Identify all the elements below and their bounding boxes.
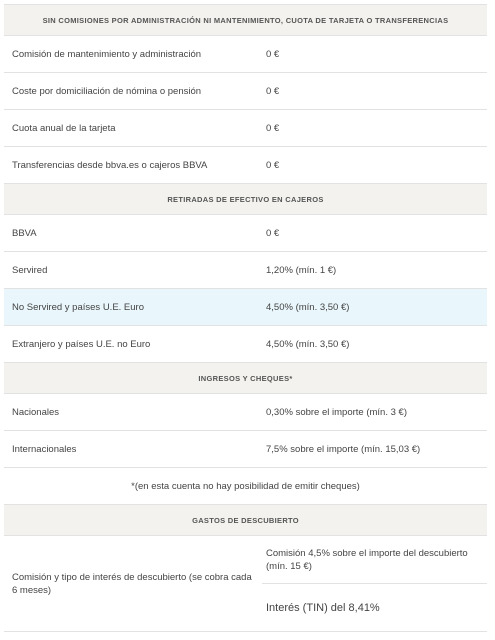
- row-label: No Servired y países U.E. Euro: [12, 301, 144, 313]
- row-label: Cuota anual de la tarjeta: [12, 122, 116, 134]
- row-value: 0 €: [266, 48, 280, 60]
- section-header-overdraft: GASTOS DE DESCUBIERTO: [4, 505, 487, 536]
- overdraft-row: [4, 536, 487, 632]
- table-row: [4, 326, 487, 363]
- table-row: [4, 394, 487, 431]
- section-header-commissions: SIN COMISIONES POR ADMINISTRACIÓN NI MANTENIMIENTO, CUOTA DE TARJETA O TRANSFERENCIAS: [4, 5, 487, 36]
- row-label: Coste por domiciliación de nómina o pensión: [12, 85, 202, 97]
- row-label: Servired: [12, 264, 48, 276]
- fees-table: [4, 4, 487, 632]
- table-row: [4, 215, 487, 252]
- overdraft-label: Comisión y tipo de interés de descubierto (se cobra cada 6 meses): [12, 571, 252, 596]
- overdraft-interest: Interés (TIN) del 8,41%: [266, 601, 380, 614]
- table-row-hovered: [4, 289, 487, 326]
- row-value: 0 €: [266, 85, 280, 97]
- row-label: Nacionales: [12, 406, 59, 418]
- overdraft-commission: Comisión 4,5% sobre el importe del descubierto (mín. 15 €): [262, 536, 487, 584]
- row-value: 0,30% sobre el importe (mín. 3 €): [266, 406, 407, 418]
- row-value: 4,50% (mín. 3,50 €): [266, 338, 350, 350]
- overdraft-values: [262, 536, 487, 631]
- row-label: Extranjero y países U.E. no Euro: [12, 338, 151, 350]
- row-value: 7,5% sobre el importe (mín. 15,03 €): [266, 443, 421, 455]
- section-header-deposits: INGRESOS Y CHEQUES*: [4, 363, 487, 394]
- row-label: BBVA: [12, 227, 37, 239]
- table-row: [4, 36, 487, 73]
- table-row: [4, 147, 487, 184]
- row-label: Transferencias desde bbva.es o cajeros BBVA: [12, 159, 208, 171]
- row-value: 1,20% (mín. 1 €): [266, 264, 337, 276]
- row-value: 0 €: [266, 122, 280, 134]
- cheques-note: *(en esta cuenta no hay posibilidad de emitir cheques): [4, 468, 487, 505]
- table-row: [4, 73, 487, 110]
- table-row: [4, 431, 487, 468]
- row-label: Internacionales: [12, 443, 77, 455]
- row-value: 0 €: [266, 227, 280, 239]
- row-value: 4,50% (mín. 3,50 €): [266, 301, 350, 313]
- row-label: Comisión de mantenimiento y administración: [12, 48, 202, 60]
- table-row: [4, 252, 487, 289]
- section-header-withdrawals: RETIRADAS DE EFECTIVO EN CAJEROS: [4, 184, 487, 215]
- table-row: [4, 110, 487, 147]
- row-value: 0 €: [266, 159, 280, 171]
